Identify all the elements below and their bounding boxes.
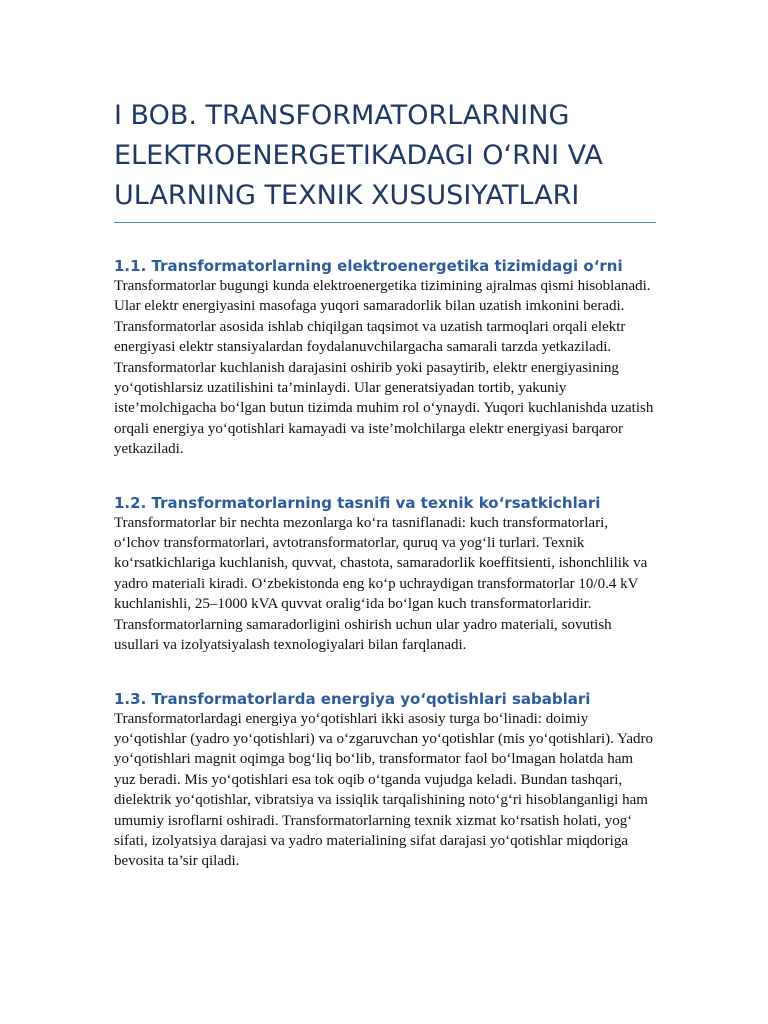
section-1-1	[114, 256, 656, 460]
section-heading: 1.2. Transformatorlarning tasnifi va texnik ko‘rsatkichlari	[114, 493, 601, 512]
section-paragraph: Transformatorlar bir nechta mezonlarga ko‘ra tasniflanadi: kuch transformatorlari, o‘lchov transformatorlari, avtotransformatorlar, quruq va yog‘li turlari. Texnik ko‘rsatkichlariga kuchlanish, quvvat, chastota, samaradorlik koeffitsienti, ishonchlilik va yadro materiali kiradi. O‘zbekistonda eng ko‘p uchraydigan transformatorlar 10/0.4 kV kuchlanishli, 25–1000 kVA quvvat oralig‘ida bo‘lgan kuch transformatorlaridir. Transformatorlarning samaradorligini oshirish uchun ular yadro materiali, sovutish usullari va izolyatsiyalash texnologiyalari bilan farqlanadi.	[114, 514, 648, 654]
section-1-3	[114, 689, 656, 872]
section-heading: 1.3. Transformatorlarda energiya yo‘qotishlari sabablari	[114, 689, 591, 708]
chapter-title: I BOB. TRANSFORMATORLARNING ELEKTROENERGETIKADAGI O‘RNI VA ULARNING TEXNIK XUSUSIYATLARI	[114, 96, 656, 223]
section-paragraph: Transformatorlar bugungi kunda elektroenergetika tizimining ajralmas qismi hisoblanadi. Ular elektr energiyasini masofaga yuqori samaradorlik bilan uzatish imkonini beradi. Transformatorlar asosida ishlab chiqilgan taqsimot va uzatish tarmoqlari orqali elektr energiyasi elektr stansiyalardan foydalanuvchilargacha samarali tarzda yetkaziladi. Transformatorlar kuchlanish darajasini oshirib yoki pasaytirib, elektr energiyasining yo‘qotishlarsiz uzatilishini ta’minlaydi. Ular generatsiyadan tortib, yakuniy iste’molchigacha bo‘lgan butun tizimda muhim rol o‘ynaydi. Yuqori kuchlanishda uzatish orqali energiya yo‘qotishlari kamayadi va iste’molchilarga elektr energiyasi barqaror yetkaziladi.	[114, 278, 654, 458]
document-content	[114, 96, 656, 872]
section-1-2	[114, 493, 656, 656]
section-heading: 1.1. Transformatorlarning elektroenergetika tizimidagi o‘rni	[114, 257, 623, 275]
section-paragraph: Transformatorlardagi energiya yo‘qotishlari ikki asosiy turga bo‘linadi: doimiy yo‘qotishlar (yadro yo‘qotishlari) va o‘zgaruvchan yo‘qotishlar (mis yo‘qotishlari). Yadro yo‘qotishlari magnit oqimga bog‘liq bo‘lib, transformator faol bo‘lmagan holatda ham yuz beradi. Mis yo‘qotishlari esa tok oqib o‘tganda vujudga keladi. Bundan tashqari, dielektrik yo‘qotishlar, vibratsiya va issiqlik tarqalishining noto‘g‘ri hisoblanganligi ham umumiy isroflarni oshiradi. Transformatorlarning texnik xizmat ko‘rsatish holati, yog‘ sifati, izolyatsiya darajasi va yadro materialining sifat darajasi yo‘qotishlar miqdoriga bevosita ta’sir qiladi.	[114, 710, 654, 870]
